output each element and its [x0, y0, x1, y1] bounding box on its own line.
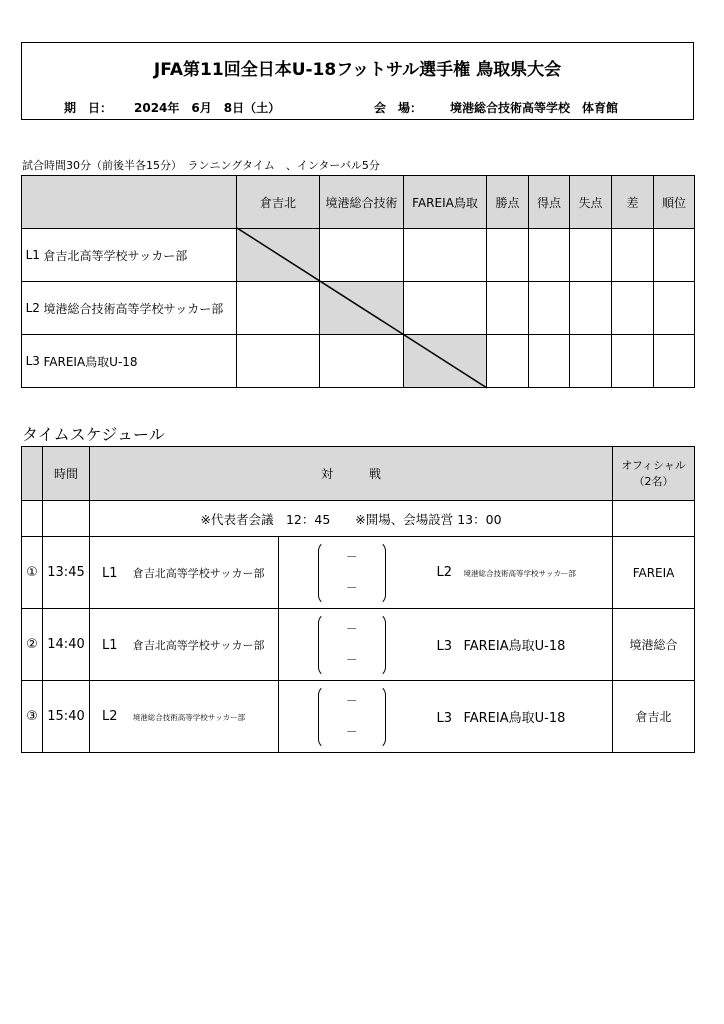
- score-separator: －: [345, 694, 358, 708]
- schedule-table: [21, 446, 695, 753]
- league-table: [21, 175, 695, 388]
- score-box: [279, 681, 425, 753]
- match-time: 15:40: [43, 681, 90, 753]
- away-team: [425, 681, 613, 753]
- blank-cell: [613, 501, 695, 537]
- points-cell: [487, 335, 529, 388]
- home-code: L2: [102, 709, 118, 724]
- team-name: FAREIA鳥取U-18: [44, 335, 237, 388]
- official-team: 境港総合: [613, 609, 695, 681]
- away-code: L3: [436, 639, 453, 654]
- match-number: ③: [22, 681, 43, 753]
- header-box: [21, 42, 694, 120]
- official-header: [613, 447, 695, 501]
- col-header: 差: [612, 176, 654, 229]
- page-title: JFA第11回全日本U-18フットサル選手権 鳥取県大会: [153, 60, 562, 80]
- score-box: [279, 537, 425, 609]
- schedule-title: タイムスケジュール: [22, 425, 165, 444]
- score-separator: －: [345, 550, 358, 564]
- col-header: 境港総合技術: [320, 176, 404, 229]
- official-team: 倉吉北: [613, 681, 695, 753]
- team-name: 倉吉北高等学校サッカー部: [44, 229, 237, 282]
- self-cell: [237, 229, 320, 282]
- result-cell: [237, 335, 320, 388]
- home-name: 倉吉北高等学校サッカー部: [132, 638, 265, 652]
- home-team: [90, 681, 279, 753]
- points-cell: [487, 282, 529, 335]
- match-rules: 試合時間30分（前後半各15分） ランニングタイム 、インターバル5分: [22, 159, 380, 172]
- score-box: [279, 609, 425, 681]
- away-name: FAREIA鳥取U-18: [463, 711, 566, 726]
- venue-value: 境港総合技術高等学校 体育館: [450, 101, 619, 115]
- schedule-header-row: [22, 447, 695, 501]
- home-name: 境港総合技術高等学校サッカー部: [132, 713, 246, 722]
- gf-cell: [529, 282, 570, 335]
- col-header: 得点: [529, 176, 570, 229]
- diff-cell: [612, 282, 654, 335]
- match-header: 対 戦: [90, 447, 613, 501]
- league-header-row: [22, 176, 695, 229]
- away-code: L3: [436, 711, 453, 726]
- league-row: [22, 282, 695, 335]
- venue-label: 会 場：: [374, 101, 423, 115]
- result-cell: [237, 282, 320, 335]
- official-header-sub: （2名）: [633, 474, 674, 488]
- home-team: [90, 609, 279, 681]
- result-cell: [404, 282, 487, 335]
- league-row: [22, 335, 695, 388]
- rank-cell: [654, 229, 695, 282]
- col-header: 倉吉北: [237, 176, 320, 229]
- date-value: 2024年 6月 8日（土）: [134, 101, 281, 115]
- col-header: 失点: [570, 176, 612, 229]
- notice-text: ※代表者会議 12：45 ※開場、会場設営 13：00: [90, 501, 613, 537]
- match-row: [22, 681, 695, 753]
- ga-cell: [570, 335, 612, 388]
- home-code: L1: [102, 637, 118, 653]
- team-code: L1: [22, 229, 44, 282]
- match-row: [22, 537, 695, 609]
- match-number: ①: [22, 537, 43, 609]
- notice-row: [22, 501, 695, 537]
- score-separator: －: [345, 581, 358, 595]
- ga-cell: [570, 229, 612, 282]
- official-team: FAREIA: [613, 537, 695, 609]
- away-code: L2: [436, 565, 453, 580]
- match-time: 14:40: [43, 609, 90, 681]
- blank-cell: [22, 501, 43, 537]
- blank-cell: [43, 501, 90, 537]
- result-cell: [320, 335, 404, 388]
- team-code: L2: [22, 282, 44, 335]
- diff-cell: [612, 335, 654, 388]
- no-header: [22, 447, 43, 501]
- away-name: 境港総合技術高等学校サッカー部: [463, 569, 576, 578]
- match-number: ②: [22, 609, 43, 681]
- col-header: 勝点: [487, 176, 529, 229]
- score-separator: －: [345, 653, 358, 667]
- home-code: L1: [102, 565, 118, 581]
- time-header: 時間: [43, 447, 90, 501]
- points-cell: [487, 229, 529, 282]
- col-header: 順位: [654, 176, 695, 229]
- team-name: 境港総合技術高等学校サッカー部: [44, 282, 237, 335]
- score-separator: －: [345, 622, 358, 636]
- away-team: [425, 609, 613, 681]
- league-row: [22, 229, 695, 282]
- gf-cell: [529, 335, 570, 388]
- self-cell: [320, 282, 404, 335]
- rank-cell: [654, 282, 695, 335]
- home-name: 倉吉北高等学校サッカー部: [132, 566, 265, 580]
- league-corner: [22, 176, 237, 229]
- match-time: 13:45: [43, 537, 90, 609]
- away-name: FAREIA鳥取U-18: [463, 639, 566, 654]
- col-header: FAREIA鳥取: [404, 176, 487, 229]
- home-team: [90, 537, 279, 609]
- rank-cell: [654, 335, 695, 388]
- diff-cell: [612, 229, 654, 282]
- score-separator: －: [345, 725, 358, 739]
- ga-cell: [570, 282, 612, 335]
- self-cell: [404, 335, 487, 388]
- result-cell: [404, 229, 487, 282]
- team-code: L3: [22, 335, 44, 388]
- gf-cell: [529, 229, 570, 282]
- result-cell: [320, 229, 404, 282]
- date-label: 期 日：: [64, 101, 113, 115]
- away-team: [425, 537, 613, 609]
- match-row: [22, 609, 695, 681]
- official-header-label: オフィシャル: [621, 458, 686, 472]
